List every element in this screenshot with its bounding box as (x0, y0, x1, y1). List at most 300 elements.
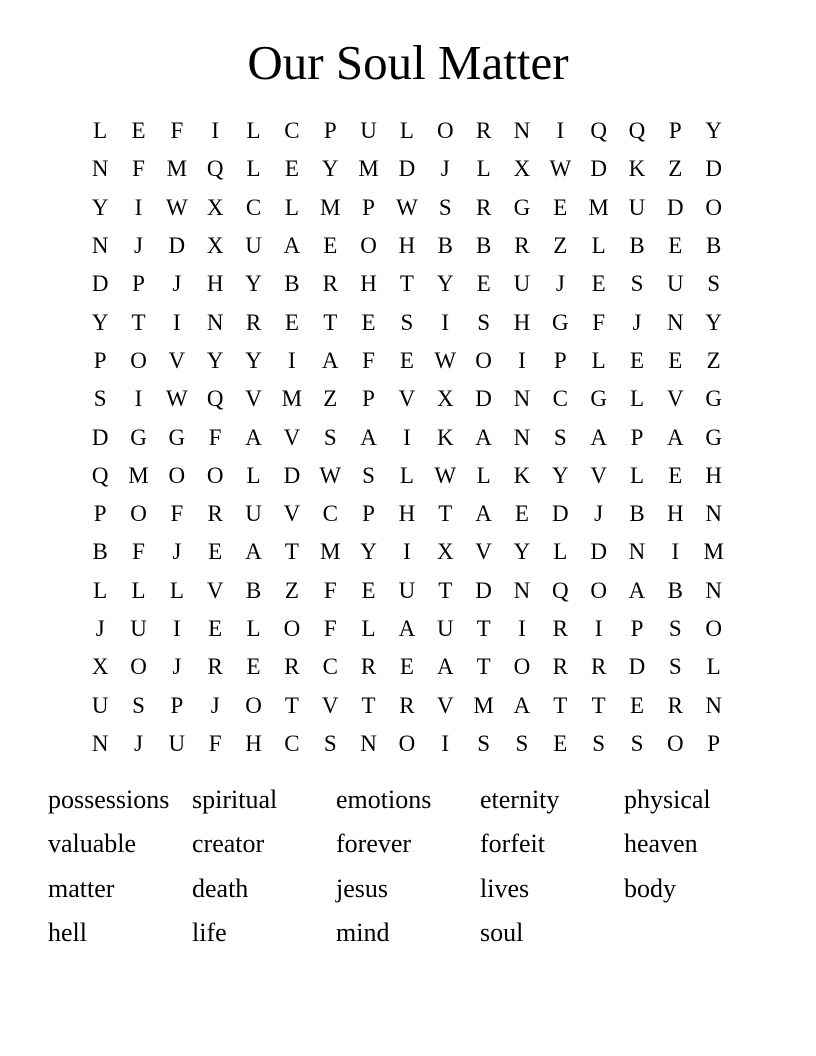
word-list-item: matter (48, 873, 115, 903)
grid-row (81, 150, 733, 188)
grid-letter: G (551, 309, 569, 335)
grid-letter: S (400, 309, 414, 335)
grid-letter: R (475, 194, 492, 220)
grid-letter: E (246, 654, 261, 680)
grid-letter: Y (321, 156, 339, 182)
word-list-item: forever (336, 829, 412, 859)
grid-letter: V (321, 692, 339, 718)
grid-letter: G (590, 386, 607, 412)
grid-letter: J (210, 692, 220, 718)
grid-letter: I (671, 539, 680, 565)
grid-letter: A (590, 424, 607, 450)
grid-letter: H (513, 309, 531, 335)
grid-letter: Y (705, 118, 722, 144)
grid-letter: D (475, 386, 492, 412)
grid-letter: G (168, 424, 186, 450)
grid-letter: S (477, 309, 490, 335)
grid-letter: L (399, 118, 414, 144)
grid-letter: L (361, 616, 376, 641)
grid-letter: Z (668, 156, 683, 182)
grid-letter: U (398, 577, 416, 603)
grid-letter: O (590, 577, 607, 603)
grid-letter: E (553, 730, 568, 756)
word-list-item: eternity (480, 785, 560, 814)
grid-letter: S (477, 730, 490, 756)
grid-row (81, 189, 733, 227)
grid-letter: Q (628, 118, 646, 144)
grid-letter: F (323, 616, 337, 641)
grid-row (81, 227, 733, 265)
grid-letter: D (91, 271, 109, 297)
grid-letter: Z (706, 347, 721, 373)
grid-letter: T (553, 692, 568, 718)
grid-letter: P (630, 424, 644, 450)
grid-letter: J (555, 271, 565, 297)
grid-letter: M (358, 156, 379, 182)
grid-letter: R (514, 233, 530, 259)
grid-row (81, 533, 733, 571)
grid-letter: A (321, 347, 339, 373)
grid-letter: A (475, 424, 492, 450)
grid-letter: A (245, 539, 262, 565)
grid-letter: A (628, 577, 646, 603)
grid-letter: L (246, 118, 261, 144)
grid-letter: R (475, 118, 492, 144)
grid-row (81, 380, 733, 418)
grid-letter: F (592, 309, 606, 335)
grid-letter: H (245, 730, 262, 756)
grid-row (81, 725, 733, 763)
grid-letter: J (134, 730, 143, 756)
grid-letter: D (551, 501, 569, 527)
grid-letter: T (438, 501, 453, 527)
grid-letter: E (668, 233, 683, 259)
grid-letter: L (246, 616, 261, 641)
grid-letter: P (170, 692, 184, 718)
grid-letter: N (705, 577, 722, 603)
grid-letter: D (705, 156, 722, 182)
grid-letter: N (628, 539, 646, 565)
grid-letter: W (434, 462, 457, 488)
grid-letter: G (705, 386, 722, 412)
grid-letter: Q (91, 462, 109, 488)
grid-letter: T (591, 692, 606, 718)
grid-letter: O (283, 616, 301, 641)
grid-letter: D (590, 156, 607, 182)
grid-letter: T (438, 577, 453, 603)
grid-letter: E (208, 616, 223, 641)
grid-letter: L (476, 462, 491, 488)
word-list-item: valuable (48, 829, 137, 859)
grid-letter: Y (360, 539, 377, 565)
grid-letter: E (399, 654, 414, 680)
grid-letter: R (667, 692, 683, 718)
grid-letter: Y (513, 539, 531, 565)
grid-letter: O (130, 654, 147, 680)
grid-letter: O (168, 462, 186, 488)
grid-letter: U (245, 501, 262, 527)
grid-letter: H (705, 462, 722, 488)
grid-letter: Q (551, 577, 569, 603)
grid-letter: O (475, 347, 492, 373)
grid-letter: Y (206, 347, 224, 373)
grid-letter: S (323, 424, 337, 450)
grid-row (81, 303, 733, 341)
word-list-item: lives (480, 873, 530, 903)
grid-letter: L (93, 577, 108, 603)
grid-letter: P (668, 118, 682, 144)
grid-letter: C (245, 194, 262, 220)
grid-letter: N (360, 730, 377, 756)
grid-row (81, 457, 733, 495)
grid-letter: L (246, 462, 261, 488)
grid-letter: E (591, 271, 606, 297)
grid-letter: Y (91, 194, 109, 220)
grid-letter: B (706, 233, 722, 259)
grid-letter: F (170, 501, 184, 527)
grid-letter: Y (91, 309, 109, 335)
grid-letter: O (705, 616, 722, 641)
grid-letter: V (398, 386, 416, 412)
grid-row (81, 418, 733, 456)
grid-letter: V (283, 501, 301, 527)
grid-row (81, 572, 733, 610)
grid-letter: M (473, 692, 494, 718)
grid-letter: Q (206, 386, 224, 412)
grid-letter: S (707, 271, 721, 297)
word-list-item: emotions (336, 785, 432, 814)
grid-letter: W (319, 462, 342, 488)
grid-letter: D (475, 577, 492, 603)
grid-letter: T (284, 692, 299, 718)
grid-letter: G (513, 194, 531, 220)
grid-letter: L (706, 654, 721, 680)
grid-letter: Z (284, 577, 299, 603)
word-list-item: physical (624, 785, 711, 814)
grid-letter: R (552, 616, 568, 641)
grid-letter: O (130, 501, 147, 527)
grid-letter: J (172, 654, 182, 680)
grid-letter: A (475, 501, 492, 527)
grid-letter: S (630, 730, 644, 756)
grid-letter: Y (245, 347, 262, 373)
grid-letter: V (590, 462, 607, 488)
grid-letter: L (591, 233, 606, 259)
grid-letter: Y (245, 271, 262, 297)
word-list-item: jesus (336, 873, 388, 903)
grid-letter: A (513, 692, 531, 718)
grid-letter: J (594, 501, 604, 527)
grid-row (81, 648, 733, 686)
grid-letter: Y (436, 271, 454, 297)
grid-letter: A (360, 424, 377, 450)
grid-letter: S (362, 462, 375, 488)
grid-letter: J (172, 271, 182, 297)
grid-letter: J (172, 539, 182, 565)
grid-letter: B (245, 577, 262, 603)
grid-letter: P (132, 271, 145, 297)
grid-letter: A (398, 616, 416, 641)
grid-letter: S (553, 424, 567, 450)
grid-letter: U (168, 730, 186, 756)
grid-letter: S (592, 730, 606, 756)
grid-letter: E (668, 462, 683, 488)
grid-letter: E (629, 347, 645, 373)
grid-letter: U (245, 233, 262, 259)
grid-letter: L (284, 194, 299, 220)
grid-letter: D (91, 424, 109, 450)
grid-letter: S (630, 271, 644, 297)
grid-letter: H (206, 271, 224, 297)
grid-letter: L (246, 156, 261, 182)
grid-letter: E (476, 271, 491, 297)
grid-letter: G (705, 424, 722, 450)
grid-letter: F (208, 730, 222, 756)
grid-letter: I (173, 309, 181, 335)
grid-letter: N (91, 233, 109, 259)
grid-letter: B (92, 539, 108, 565)
grid-letter: E (361, 577, 376, 603)
grid-letter: R (399, 692, 415, 718)
grid-letter: I (518, 347, 526, 373)
grid-letter: M (128, 462, 149, 488)
grid-letter: X (513, 156, 531, 182)
grid-letter: E (284, 309, 299, 335)
grid-letter: C (284, 118, 300, 144)
grid-letter: L (629, 462, 645, 488)
grid-letter: P (323, 118, 337, 144)
grid-letter: W (396, 194, 418, 220)
word-list (48, 778, 788, 955)
grid-letter: R (322, 271, 338, 297)
grid-letter: E (629, 692, 645, 718)
grid-letter: F (132, 539, 145, 565)
grid-letter: J (95, 616, 105, 641)
grid-letter: D (168, 233, 186, 259)
grid-letter: L (399, 462, 414, 488)
grid-letter: L (591, 347, 606, 373)
grid-letter: B (475, 233, 492, 259)
grid-letter: O (245, 692, 262, 718)
grid-letter: P (93, 347, 107, 373)
grid-letter: A (283, 233, 301, 259)
grid-letter: L (553, 539, 568, 565)
grid-letter: J (134, 233, 143, 259)
grid-letter: O (130, 347, 147, 373)
grid-letter: W (166, 386, 188, 412)
grid-letter: T (323, 309, 338, 335)
grid-row (81, 686, 733, 724)
grid-letter: E (323, 233, 338, 259)
grid-letter: E (131, 118, 146, 144)
grid-letter: Q (590, 118, 607, 144)
grid-letter: M (703, 539, 724, 565)
grid-letter: R (207, 501, 223, 527)
word-list-item: death (192, 873, 249, 903)
grid-letter: E (514, 501, 529, 527)
grid-letter: T (476, 654, 491, 680)
grid-letter: V (168, 347, 186, 373)
word-list-item: life (192, 917, 227, 947)
grid-letter: T (476, 616, 491, 641)
grid-letter: E (399, 347, 414, 373)
grid-letter: X (91, 654, 109, 680)
grid-row (81, 610, 733, 648)
word-list-item: hell (48, 917, 87, 947)
grid-letter: C (322, 501, 338, 527)
grid-letter: S (668, 616, 682, 641)
puzzle-title: Our Soul Matter (247, 35, 569, 90)
grid-letter: P (362, 194, 375, 220)
grid-letter: S (438, 194, 452, 220)
grid-letter: N (513, 424, 531, 450)
grid-letter: M (320, 194, 341, 220)
grid-letter: X (436, 386, 454, 412)
grid-letter: U (513, 271, 531, 297)
grid-letter: D (590, 539, 607, 565)
grid-letter: X (436, 539, 454, 565)
grid-letter: R (552, 654, 568, 680)
grid-letter: D (667, 194, 684, 220)
grid-letter: N (206, 309, 224, 335)
grid-letter: M (166, 156, 188, 182)
grid-row (81, 265, 733, 303)
grid-letter: I (594, 616, 603, 641)
grid-letter: U (667, 271, 684, 297)
grid-letter: X (206, 233, 224, 259)
grid-letter: M (588, 194, 609, 220)
grid-letter: S (668, 654, 682, 680)
grid-letter: H (667, 501, 684, 527)
grid-letter: A (667, 424, 684, 450)
grid-letter: P (362, 386, 375, 412)
grid-letter: B (667, 577, 683, 603)
letter-grid (81, 112, 733, 763)
word-list-item: soul (480, 917, 524, 947)
grid-letter: W (166, 194, 188, 220)
grid-letter: I (518, 616, 526, 641)
grid-letter: D (628, 654, 646, 680)
grid-letter: O (436, 118, 454, 144)
grid-letter: E (361, 309, 376, 335)
grid-letter: P (553, 347, 567, 373)
grid-letter: V (475, 539, 492, 565)
grid-letter: N (667, 309, 684, 335)
grid-letter: B (629, 501, 645, 527)
grid-letter: Z (553, 233, 568, 259)
grid-letter: L (131, 577, 146, 603)
grid-letter: U (130, 616, 147, 641)
grid-letter: P (362, 501, 375, 527)
grid-letter: E (284, 156, 299, 182)
grid-letter: F (170, 118, 184, 144)
grid-letter: V (436, 692, 454, 718)
grid-letter: L (629, 386, 645, 412)
grid-letter: S (515, 730, 529, 756)
grid-letter: T (131, 309, 146, 335)
grid-letter: I (211, 118, 220, 144)
grid-letter: F (323, 577, 337, 603)
grid-letter: E (208, 539, 223, 565)
grid-letter: O (206, 462, 224, 488)
grid-letter: S (132, 692, 145, 718)
grid-letter: Y (705, 309, 722, 335)
grid-letter: N (705, 692, 722, 718)
word-list-item: spiritual (192, 785, 278, 814)
grid-letter: W (549, 156, 572, 182)
grid-letter: J (632, 309, 642, 335)
grid-letter: D (398, 156, 416, 182)
grid-letter: N (91, 156, 109, 182)
grid-letter: L (476, 156, 491, 182)
grid-letter: P (93, 501, 107, 527)
grid-row (81, 495, 733, 533)
grid-letter: H (398, 501, 416, 527)
grid-letter: D (283, 462, 301, 488)
grid-letter: R (207, 654, 223, 680)
grid-letter: N (705, 501, 722, 527)
grid-letter: E (668, 347, 683, 373)
grid-letter: T (284, 539, 299, 565)
grid-letter: I (288, 347, 296, 373)
grid-letter: U (91, 692, 109, 718)
grid-letter: V (206, 577, 224, 603)
grid-letter: O (360, 233, 377, 259)
grid-row (81, 342, 733, 380)
grid-row (81, 112, 733, 150)
grid-letter: B (629, 233, 645, 259)
grid-letter: G (130, 424, 147, 450)
grid-letter: Z (323, 386, 338, 412)
grid-letter: H (360, 271, 377, 297)
grid-letter: I (173, 616, 181, 641)
grid-letter: R (590, 654, 607, 680)
grid-letter: I (441, 730, 450, 756)
grid-letter: C (284, 730, 300, 756)
grid-letter: X (206, 194, 224, 220)
grid-letter: S (93, 386, 107, 412)
grid-letter: R (360, 654, 377, 680)
word-list-item: forfeit (480, 829, 545, 859)
grid-letter: F (362, 347, 375, 373)
grid-letter: N (513, 577, 531, 603)
grid-letter: B (437, 233, 453, 259)
grid-letter: C (552, 386, 568, 412)
grid-letter: U (360, 118, 377, 144)
grid-letter: V (245, 386, 262, 412)
grid-letter: R (245, 309, 262, 335)
grid-letter: I (403, 424, 411, 450)
grid-letter: U (436, 616, 454, 641)
grid-letter: V (667, 386, 684, 412)
grid-letter: P (707, 730, 721, 756)
grid-letter: U (628, 194, 646, 220)
grid-letter: O (398, 730, 416, 756)
grid-letter: O (667, 730, 684, 756)
grid-letter: F (208, 424, 222, 450)
grid-letter: L (93, 118, 108, 144)
grid-letter: Y (551, 462, 569, 488)
grid-letter: M (320, 539, 341, 565)
grid-letter: A (436, 654, 454, 680)
grid-letter: R (284, 654, 300, 680)
grid-letter: I (134, 194, 143, 220)
word-list-item: body (624, 873, 676, 903)
grid-letter: I (441, 309, 450, 335)
grid-letter: I (556, 118, 565, 144)
grid-letter: H (398, 233, 416, 259)
grid-letter: T (361, 692, 376, 718)
